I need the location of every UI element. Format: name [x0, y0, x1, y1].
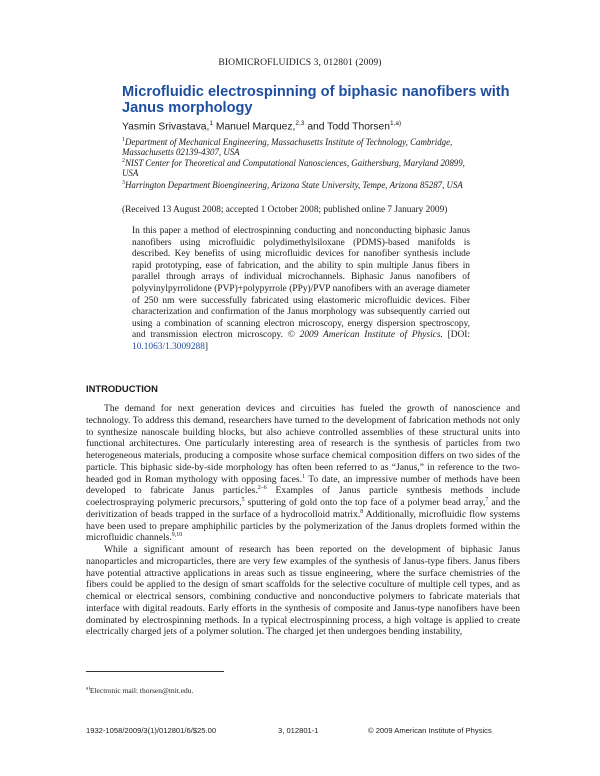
intro-paragraph-2: While a significant amount of research has been reported on the development of biphasic Janus nanoparticles and microparticles, there are very few examples of the synthesis of Janus-type fibers. Janus fibers have potential attractive applications in areas such as tissue engineering, where the surface chemistries of the fibers could be applied to the design of smart scaffolds for the selective coculture of multiple cell types, and as chemical or electrical sensors, combining conductive and nonconductive polymers to fabricate materials that interface with digital readouts. Early efforts in the synthesis of composite and Janus-type nanofibers have been dominated by electrospinning methods. In a typical electrospinning process, a high voltage is applied to create electrically charged jets of a polymer solution. The charged jet then undergoes bending instability,: [86, 544, 520, 638]
affiliation-text: Harrington Department Bioengineering, Arizona State University, Tempe, Arizona 85287, USA: [125, 179, 463, 190]
author-name: Yasmin Srivastava,: [122, 121, 210, 133]
citation-ref[interactable]: 2–6: [257, 485, 267, 492]
intro-paragraph-1: The demand for next generation devices and circuities has fueled the growth of nanoscience and technology. To address this demand, researchers have turned to the development of fabrication methods not only to synthesize nanoscale building blocks, but also achieve controlled assemblies of these structural units into functional architectures. One particularly interesting area of research is the synthesis of particles from two heterogeneous materials, producing a composite whose surface chemical composition differs on two sides of the particle. This biphasic side-by-side morphology has often been referred to as “Janus,” in reference to the two-headed god in Roman mythology with opposing faces.$^1$ To date, an impressive number of methods have been developed to fabricate Janus particles.$^{2-6}$ Examples of Janus particle synthesis methods include coelectrospraying polymeric precursors,$^5$ sputtering of gold onto the top face of a polymer bead array,$^7$ and the derivitization of beads trapped in the surface of a hydrocolloid matrix.$^8$ Additionally, microfluidic flow systems have been used to prepare amphiphilic particles by the polymerization of the Janus droplets formed within the microfluidic channels.$^{9,10}$: [86, 403, 521, 544]
affiliation: [122, 178, 482, 190]
citation-ref[interactable]: 1: [302, 473, 306, 480]
doi-link[interactable]: 10.1063/1.3009288: [132, 341, 205, 352]
footer-issn: 1932-1058/2009/3(1)/012801/6/$25.00: [86, 726, 217, 735]
footnote-text: Electronic mail: thorsen@mit.edu.: [89, 686, 194, 695]
citation-ref[interactable]: 9,10: [171, 532, 183, 539]
doi-prefix: [DOI:: [447, 330, 471, 341]
footnote-mark: a): [86, 686, 90, 692]
author-affil-mark: 1,a): [389, 120, 402, 127]
abstract-text: In this paper a method of electrospinning conducting and nonconducting biphasic Janus nanofibers using microfluidic polydimethylsiloxane (PDMS)-based manifolds is described. Key benefits of using microfluidic devices for nanofiber synthesis include rapid prototyping, ease of fabrication, and the ability to spin multiple Janus fibers in parallel through arrays of individual microchannels. Biphasic Janus nanofibers of polyvinylpyrrolidone (PVP)+polypyrrole (PPy)/PVP nanofibers with an average diameter of 250 nm were successfully fabricated using elastomeric microfluidic devices. Fiber characterization and confirmation of the Janus morphology was subsequently carried out using a combination of scanning electron microscopy, energy dispersion spectroscopy, and transmission electron microscopy.: [132, 226, 470, 341]
footer-copyright: © 2009 American Institute of Physics: [368, 726, 492, 735]
affiliation-text: Department of Mechanical Engineering, Massachusetts Institute of Technology, Cambridge, Massachusetts 02139-4307, USA: [122, 136, 453, 158]
intro-body: [86, 403, 520, 638]
journal-header: BIOMICROFLUIDICS 3, 012801 (2009): [218, 57, 382, 68]
citation-ref[interactable]: 5: [241, 496, 245, 503]
affiliation: [122, 156, 482, 179]
affiliation: [122, 135, 482, 158]
affiliation-number: 3: [122, 180, 125, 186]
author-list: [122, 120, 401, 132]
citation-ref[interactable]: 8: [360, 508, 364, 515]
affiliation-number: 2: [122, 158, 125, 164]
author-affil-mark: 2,3: [295, 120, 305, 127]
copyright-notice: © 2009 American Institute of Physics.: [287, 330, 443, 341]
doi-suffix: ]: [204, 341, 209, 352]
affiliation-text: NIST Center for Theoretical and Computational Nanosciences, Gaithersburg, Maryland 20899, USA: [122, 157, 465, 179]
abstract: [132, 226, 470, 354]
section-heading: INTRODUCTION: [86, 383, 158, 394]
received-dates: (Received 13 August 2008; accepted 1 October 2008; published online 7 January 2009): [122, 205, 448, 215]
citation-ref[interactable]: 7: [485, 496, 489, 503]
article-title: Microfluidic electrospinning of biphasic nanofibers with Janus morphology: [122, 84, 510, 116]
footnote: [86, 686, 193, 695]
footnote-divider: [86, 671, 224, 672]
author-name: Manuel Marquez,: [213, 121, 296, 133]
author-affil-mark: 1: [209, 120, 213, 127]
author-name: and Todd Thorsen: [304, 121, 390, 133]
affiliation-number: 1: [122, 137, 125, 143]
footer-page-number: 3, 012801-1: [278, 726, 319, 735]
